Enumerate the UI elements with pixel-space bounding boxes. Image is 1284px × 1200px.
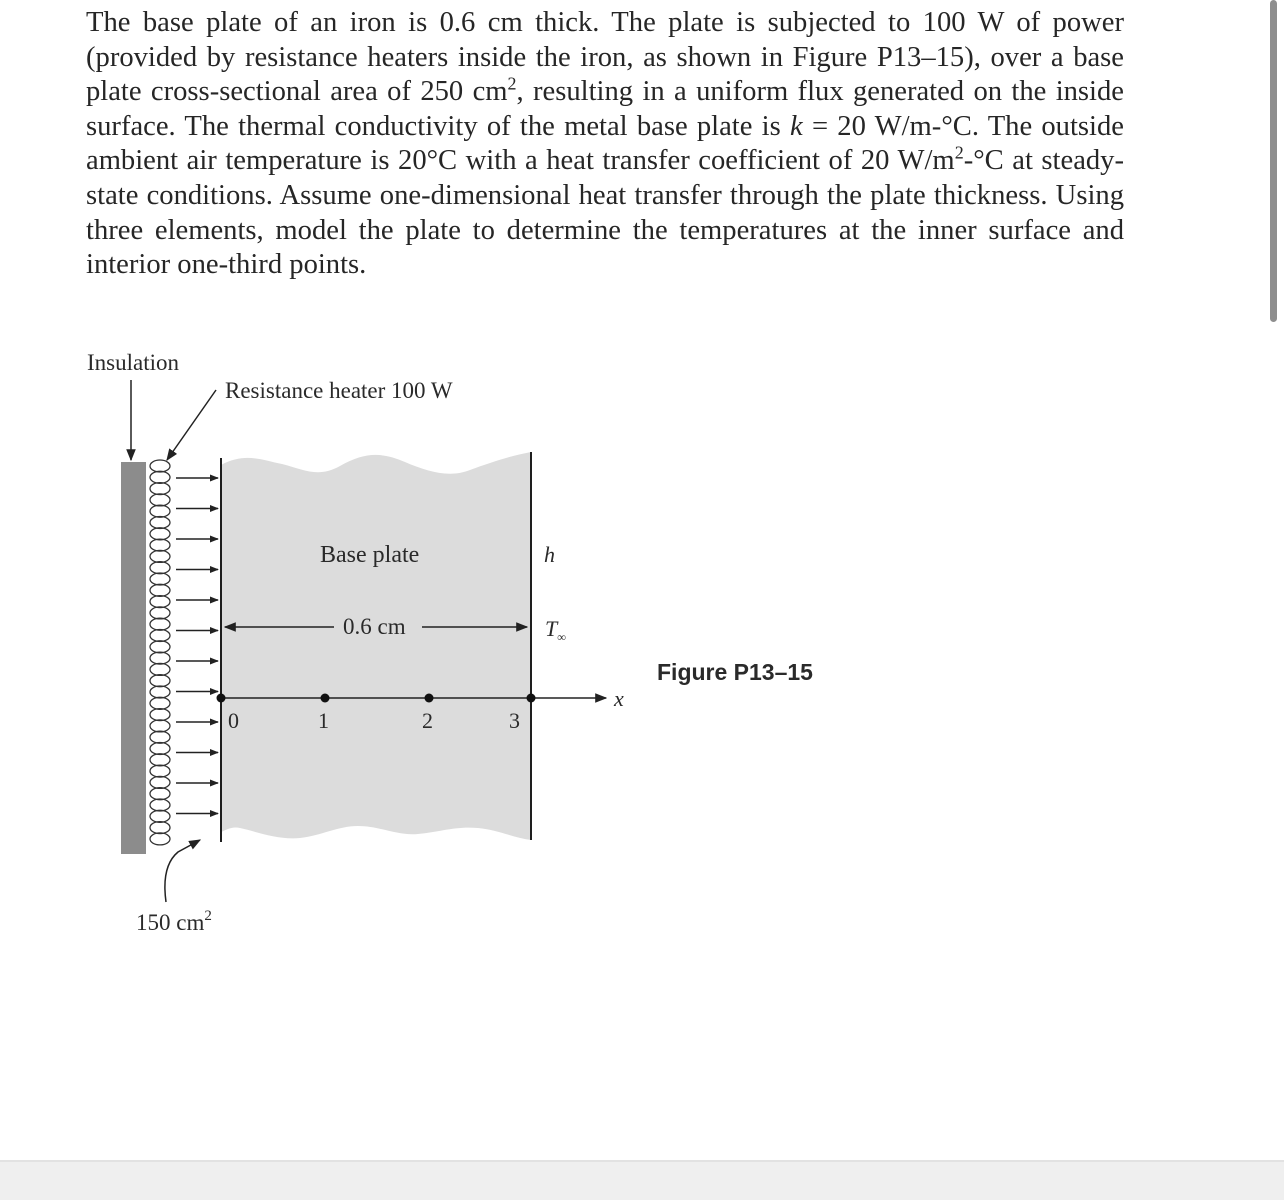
area-label-text: 150 cm (136, 910, 205, 935)
node-label-3: 3 (509, 708, 520, 733)
heater-coil (150, 460, 170, 845)
coil-loop (150, 675, 170, 687)
coil-loop (150, 630, 170, 642)
coil-loop (150, 539, 170, 551)
coil-loop (150, 641, 170, 653)
coil-loop (150, 743, 170, 755)
h-superscript: 2 (954, 142, 964, 163)
node-2 (425, 694, 434, 703)
t-inf-subscript: ∞ (557, 630, 566, 644)
coil-loop (150, 720, 170, 732)
flux-arrows (176, 478, 218, 814)
coil-loop (150, 776, 170, 788)
heater-pointer-icon (167, 390, 216, 460)
t-inf-symbol: T (545, 616, 558, 641)
x-axis-label: x (614, 686, 624, 711)
coil-loop (150, 810, 170, 822)
k-symbol: k (790, 110, 803, 142)
bottom-bar (0, 1160, 1284, 1200)
coil-loop (150, 528, 170, 540)
coil-loop (150, 652, 170, 664)
coil-loop (150, 697, 170, 709)
coil-loop (150, 483, 170, 495)
coil-loop (150, 686, 170, 698)
problem-middle: , resulting in a uniform flux generated on the inside surface. The thermal conductivity of the metal base plate is (86, 76, 1124, 142)
coil-loop (150, 550, 170, 562)
node-1 (321, 694, 330, 703)
coil-loop (150, 788, 170, 800)
coil-loop (150, 731, 170, 743)
coil-loop (150, 663, 170, 675)
figure-caption: Figure P13–15 (657, 659, 813, 685)
area-pointer-icon (165, 840, 200, 902)
k-value: = 20 W/m-°C. The outside ambient air temperature is 20°C with a heat transfer coefficient of 20 W/m (86, 110, 1124, 177)
h-label: h (544, 542, 555, 567)
scrollbar-thumb[interactable] (1270, 0, 1277, 322)
coil-loop (150, 505, 170, 517)
coil-loop (150, 584, 170, 596)
t-inf-label (545, 616, 566, 644)
node-label-2: 2 (422, 708, 433, 733)
thickness-label: 0.6 cm (343, 614, 406, 639)
node-label-0: 0 (228, 708, 239, 733)
area-label-superscript: 2 (204, 908, 212, 924)
area-superscript: 2 (507, 73, 517, 94)
base-plate (221, 452, 531, 840)
insulation-bar (121, 462, 146, 854)
coil-loop (150, 822, 170, 834)
coil-loop (150, 618, 170, 630)
coil-loop (150, 799, 170, 811)
problem-intro: The base plate of an iron is 0.6 cm thick. The plate is subjected to 100 W of power (provided by resistance heaters inside the iron, as shown in Figure P13–15), over a base plate cross-sectional area of 250 cm (86, 7, 1124, 108)
coil-loop (150, 754, 170, 766)
coil-loop (150, 573, 170, 585)
coil-loop (150, 833, 170, 845)
problem-ending: -°C at steady-state conditions. Assume one-dimensional heat transfer through the plate thickness. Using three elements, model the plate to determine the temperatures at the inner surface and interior one-third points. (86, 145, 1124, 281)
base-plate-label: Base plate (320, 542, 420, 568)
insulation-label: Insulation (87, 350, 179, 375)
node-0 (217, 694, 226, 703)
node-3 (527, 694, 536, 703)
area-label (136, 908, 212, 935)
coil-loop (150, 562, 170, 574)
coil-loop (150, 471, 170, 483)
coil-loop (150, 765, 170, 777)
coil-loop (150, 517, 170, 529)
coil-loop (150, 709, 170, 721)
coil-loop (150, 596, 170, 608)
coil-loop (150, 494, 170, 506)
coil-loop (150, 607, 170, 619)
heater-label: Resistance heater 100 W (225, 378, 453, 403)
node-label-1: 1 (318, 708, 329, 733)
coil-loop (150, 460, 170, 472)
